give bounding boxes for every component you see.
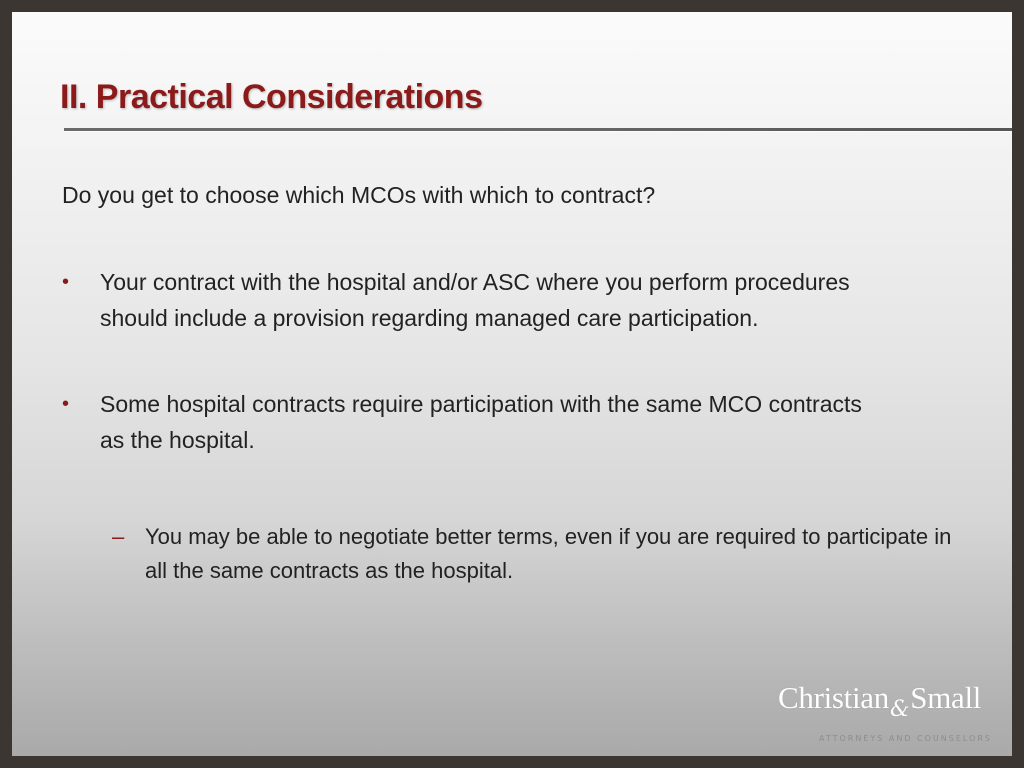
bullet-item-2	[62, 386, 962, 458]
bullet-icon: •	[62, 393, 70, 415]
logo-wordmark	[778, 680, 992, 720]
firm-logo	[778, 680, 992, 742]
bullet-icon: •	[62, 271, 70, 293]
bullet-text-1: Your contract with the hospital and/or ASC where you perform procedures should include a provision regarding managed care participation.	[100, 269, 850, 331]
bullet-item-1	[62, 264, 962, 336]
logo-name-second: Small	[910, 680, 982, 715]
logo-tagline: ATTORNEYS AND COUNSELORS	[818, 734, 992, 743]
slide-title: II. Practical Considerations	[60, 78, 483, 116]
intro-question: Do you get to choose which MCOs with which to contract?	[62, 182, 656, 208]
sub-bullet-item	[62, 520, 962, 588]
logo-ampersand: &	[889, 697, 910, 722]
bullet-text-2: Some hospital contracts require participation with the same MCO contracts as the hospital.	[100, 391, 862, 453]
sub-bullet-text: You may be able to negotiate better terms, even if you are required to participate in all the same contracts as the hospital.	[145, 524, 952, 583]
slide	[12, 12, 1012, 756]
logo-name-first: Christian	[778, 680, 889, 715]
dash-icon: –	[112, 524, 125, 549]
slide-body	[62, 178, 962, 588]
title-underline	[64, 128, 1012, 131]
